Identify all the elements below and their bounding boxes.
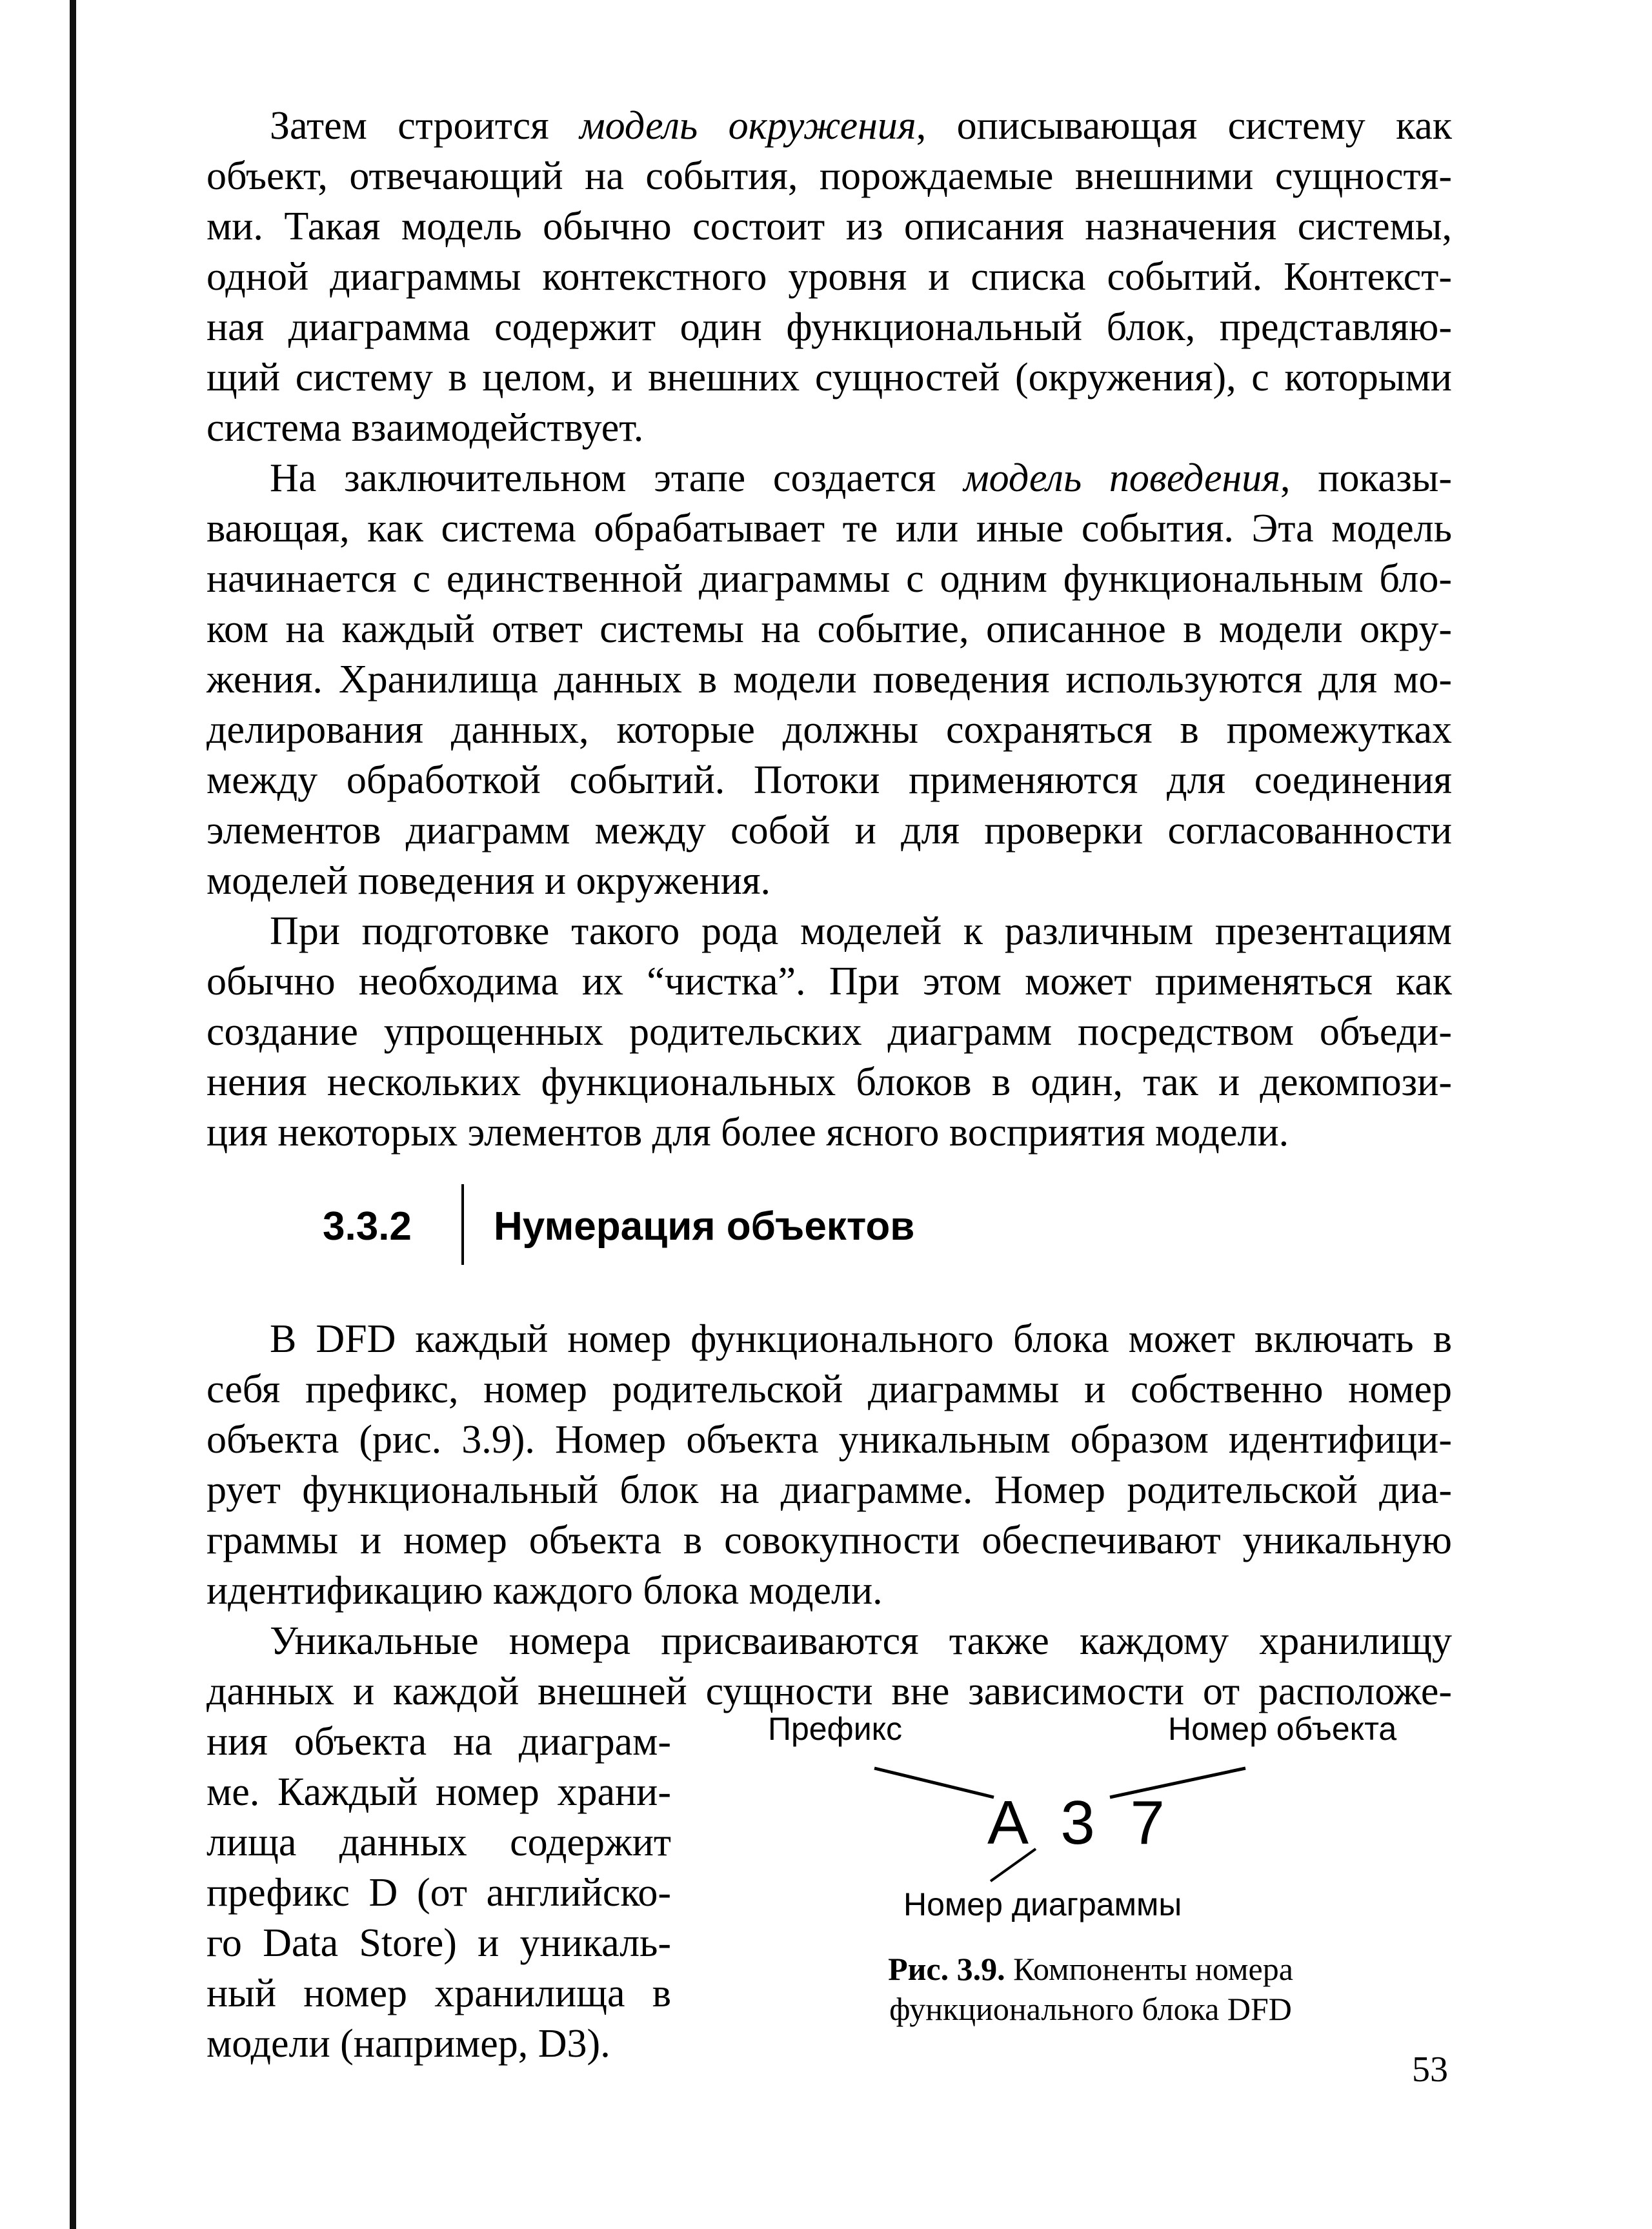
emphasized-term: модель окружения [579,104,916,148]
paragraph-3-line-1: При подготовке такого рода моделей к различным презентациям [270,909,1452,953]
diagram-number-label: Номер диаграммы [903,1886,1182,1922]
text: , показы- [1280,456,1452,500]
paragraph-3-line-5: ция некоторых элементов для более ясного восприятия модели. [206,1111,1289,1155]
block-number-example: A 3 7 [987,1788,1174,1857]
object-number-label: Номер объекта [1168,1711,1397,1747]
paragraph-2-line-8: элементов диаграмм между собой и для проверки согласованности [206,809,1452,852]
figure-caption-number: Рис. 3.9. [888,1951,1005,1987]
paragraph-5-line-4: ме. Каждый номер храни- [206,1770,671,1814]
page-number: 53 [1412,2050,1448,2090]
paragraph-5-line-2: данных и каждой внешней сущности вне зависимости от расположе- [206,1669,1452,1713]
prefix-leader-line [874,1768,994,1797]
paragraph-1-line-4: одной диаграммы контекстного уровня и списка событий. Контекст- [206,255,1452,299]
section-title: Нумерация объектов [494,1204,915,1249]
figure-caption-text: Компоненты номера функционального блока DFD [889,1951,1293,2027]
paragraph-2-line-5: жения. Хранилища данных в модели поведения используются для мо- [206,658,1452,701]
paragraph-3-line-2: обычно необходима их “чистка”. При этом может применяться как [206,960,1452,1004]
section-number: 3.3.2 [323,1204,412,1249]
paragraph-2-line-3: начинается с единственной диаграммы с одним функциональным бло- [206,557,1452,601]
paragraph-1-line-7: система взаимодействует. [206,406,644,450]
paragraph-4-line-4: рует функциональный блок на диаграмме. Номер родительской диа- [206,1468,1452,1512]
figure-caption [807,1949,1375,2029]
paragraph-1-line-5: ная диаграмма содержит один функциональный блок, представляю- [206,305,1452,349]
paragraph-4-line-5: граммы и номер объекта в совокупности обеспечивают уникальную [206,1518,1452,1562]
paragraph-2-line-9: моделей поведения и окружения. [206,859,771,903]
paragraph-5-line-7: го Data Store) и уникаль- [206,1921,671,1965]
paragraph-4-line-2: себя префикс, номер родительской диаграммы и собственно номер [206,1367,1452,1411]
paragraph-2-line-2: вающая, как система обрабатывает те или иные события. Эта модель [206,507,1452,550]
text: Затем строится [270,104,580,148]
paragraph-1-line-1 [270,103,1452,148]
text: , описывающая систему как [916,104,1452,148]
heading-divider [461,1184,464,1265]
paragraph-2-line-1 [270,456,1452,501]
paragraph-5-line-9: модели (например, D3). [206,2022,610,2066]
paragraph-5-line-8: ный номер хранилища в [206,1972,671,2015]
text: На заключительном этапе создается [270,456,964,500]
prefix-label: Префикс [768,1711,903,1747]
paragraph-4-line-1: В DFD каждый номер функционального блока может включать в [270,1317,1452,1361]
paragraph-5-line-3: ния объекта на диаграм- [206,1720,671,1764]
emphasized-term: модель поведения [963,456,1281,500]
paragraph-1-line-3: ми. Такая модель обычно состоит из описания назначения системы, [206,205,1452,248]
paragraph-4-line-3: объекта (рис. 3.9). Номер объекта уникальным образом идентифици- [206,1418,1452,1462]
paragraph-3-line-4: нения нескольких функциональных блоков в один, так и декомпози- [206,1060,1452,1104]
paragraph-5-line-5: лища данных содержит [206,1821,671,1864]
paragraph-2-line-6: делирования данных, которые должны сохраняться в промежутках [206,708,1452,752]
paragraph-4-line-6: идентификацию каждого блока модели. [206,1569,883,1613]
paragraph-5-line-6: префикс D (от английско- [206,1871,671,1915]
paragraph-1-line-6: щий систему в целом, и внешних сущностей (окружения), с которыми [206,356,1452,399]
paragraph-2-line-7: между обработкой событий. Потоки применяются для соединения [206,758,1452,802]
paragraph-1-line-2: объект, отвечающий на события, порождаемые внешними сущностя- [206,154,1452,198]
paragraph-2-line-4: ком на каждый ответ системы на событие, описанное в модели окру- [206,607,1452,651]
paragraph-3-line-3: создание упрощенных родительских диаграмм посредством объеди- [206,1010,1452,1054]
paragraph-5-line-1: Уникальные номера присваиваются также каждому хранилищу [270,1619,1452,1663]
